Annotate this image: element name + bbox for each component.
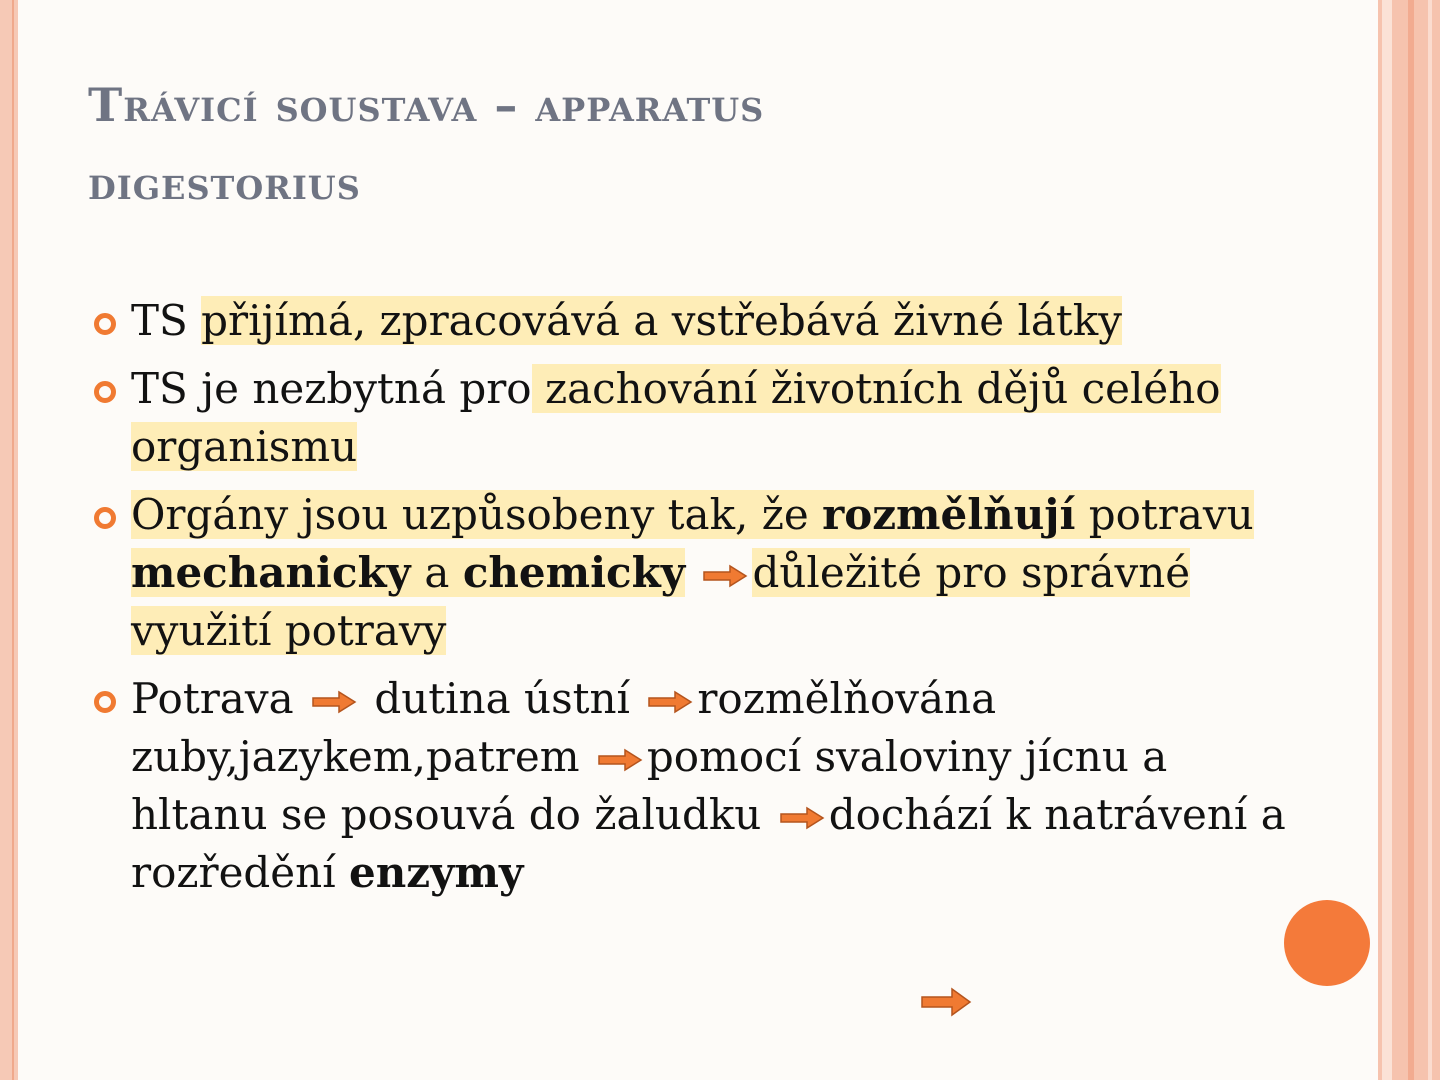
highlighted-text: Orgány jsou uzpůsobeny tak, že (131, 490, 823, 539)
slide-title (88, 66, 1288, 222)
bullet-text: dutina ústní (374, 674, 630, 723)
highlighted-text: přijímá, zpracovává a vstřebává živné látky (201, 296, 1122, 345)
bullet-item (88, 360, 1348, 476)
right-frame-line (1408, 0, 1414, 1080)
highlighted-text: potravu (1075, 490, 1254, 539)
circle-bullet-icon (94, 691, 116, 713)
bullet-item (88, 292, 1348, 350)
bullet-text: Potrava (131, 674, 294, 723)
right-arrow-icon (920, 986, 972, 1018)
left-frame-stripe (0, 0, 18, 1080)
left-frame-line (12, 0, 14, 1080)
bullet-text: pomocí svaloviny jícnu a (646, 732, 1168, 781)
highlighted-text: zachování životních dějů celého (531, 364, 1221, 413)
right-frame-line (1428, 0, 1432, 1080)
highlighted-text: využití potravy (131, 606, 447, 655)
bold-term: rozmělňují (822, 490, 1076, 539)
bullet-text: rozmělňována (697, 674, 997, 723)
bold-term: chemicky (462, 548, 686, 597)
decorative-circle (1284, 900, 1370, 986)
right-arrow-icon (311, 689, 357, 715)
highlighted-text: a (411, 548, 463, 597)
bold-term: enzymy (349, 848, 524, 897)
bullet-text: rozředění (131, 848, 349, 897)
bullet-text: TS je nezbytná pro (131, 364, 532, 413)
highlighted-text: důležité pro správné (752, 548, 1191, 597)
bullet-item (88, 486, 1348, 660)
right-arrow-icon (597, 747, 643, 773)
slide-title-line-2: digestorius (88, 156, 361, 210)
right-arrow-icon (647, 689, 693, 715)
bullet-text: zuby,jazykem,patrem (131, 732, 580, 781)
bold-term: mechanicky (131, 548, 412, 597)
slide-title-line-1: Trávicí soustava – apparatus (88, 78, 765, 132)
bullet-text: dochází k natrávení a (828, 790, 1286, 839)
bullet-text: hltanu se posouvá do žaludku (131, 790, 762, 839)
bullet-item (88, 670, 1348, 902)
bullet-list (88, 292, 1348, 912)
circle-bullet-icon (94, 313, 116, 335)
bullet-text: TS (131, 296, 202, 345)
highlighted-text: organismu (131, 422, 358, 471)
circle-bullet-icon (94, 507, 116, 529)
right-frame-line (1382, 0, 1392, 1080)
circle-bullet-icon (94, 381, 116, 403)
right-arrow-icon (702, 563, 748, 589)
right-arrow-icon (779, 805, 825, 831)
